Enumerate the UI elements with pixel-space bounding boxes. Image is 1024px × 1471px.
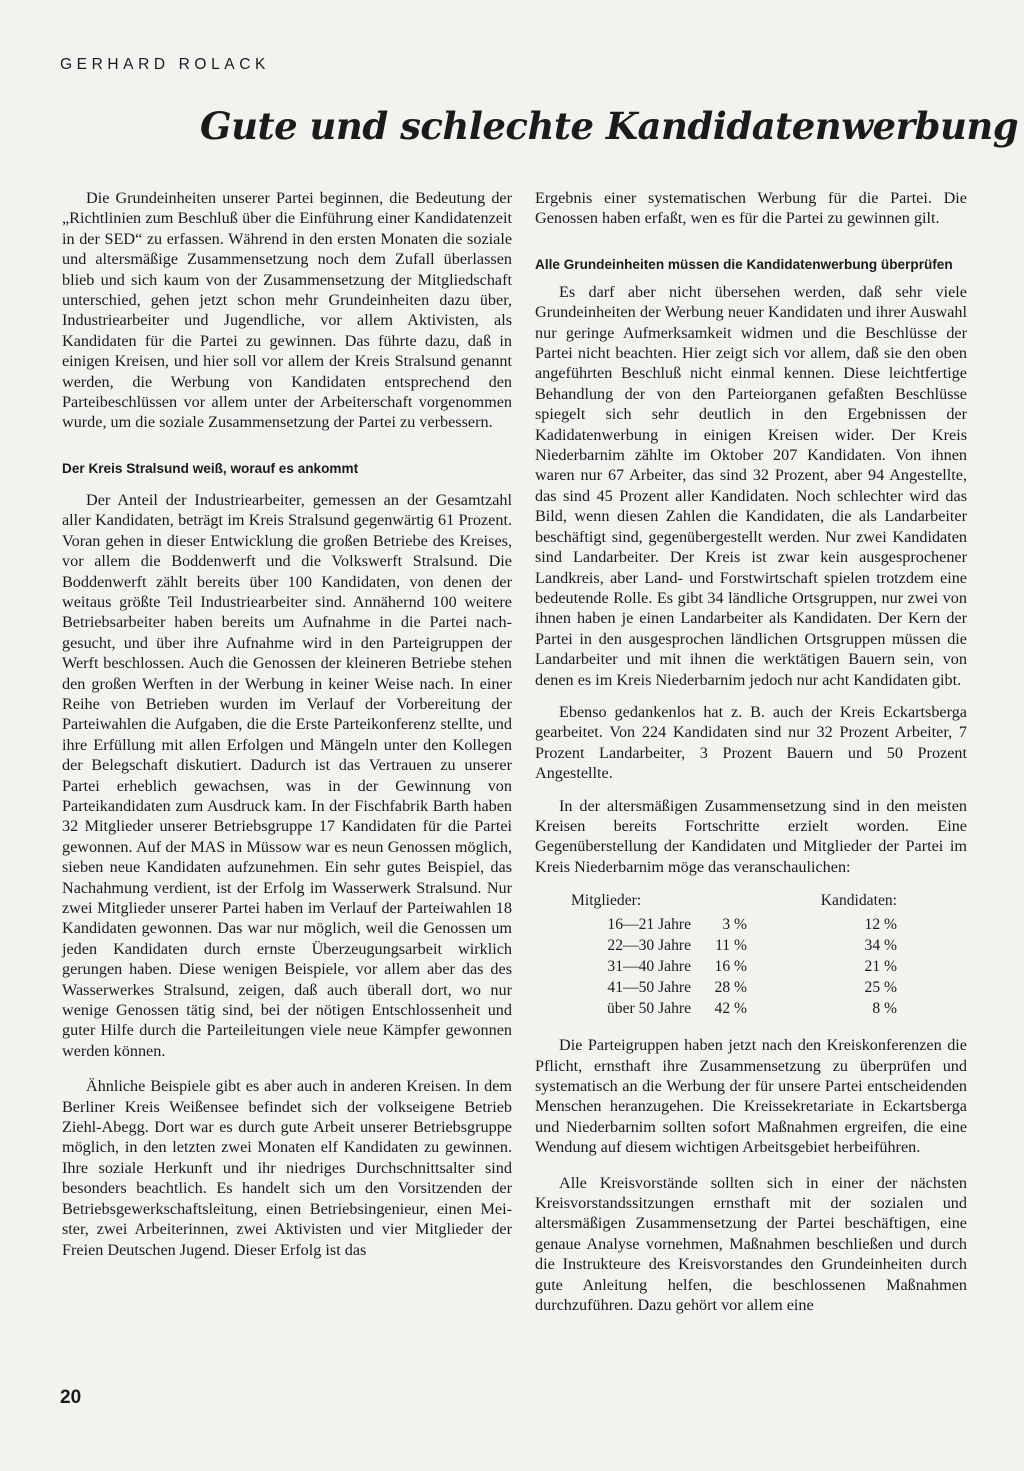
section-heading-stralsund: Der Kreis Stralsund weiß, worauf es ankommt — [62, 460, 359, 476]
age-group: 16—21 Jahre — [607, 916, 691, 934]
left-column — [62, 188, 512, 1260]
body-paragraph: Der Anteil der Industriearbeiter, gemessen an der Gesamtzahl aller Kandidaten, beträgt im Kreis Stralsund gegenwärtig 61 Prozent. Voran gehen in dieser Entwicklung die großen Betriebe des Kreises, vor allem die Boddenwerft und die Volkswerft Stralsund. Die Boddenwerft zählt bereits über 100 Kandidaten, von denen der weitaus größte Teil Industriearbeiter sind. Annähernd 100 weitere Betriebsarbeiter haben bereits um Aufnahme in die Partei nachgesucht, und über ihre Aufnahme wird in den Parteigruppen der Werft beschlossen. Auch die Genossen der kleineren Betriebe stehen den großen Werften in der Werbung in keiner Weise nach. In einer Reihe von Betrieben wurden im Verlauf der Vorbereitung der Parteiwahlen die Aufgaben, die die Erste Parteikonferenz stellte, und ihre Erfüllung mit allen Erfolgen und Mängeln unter den Kollegen der Belegschaft diskutiert. Dadurch ist das Vertrauen zu unserer Partei erheblich gewachsen, was in der Gewinnung von Parteikandidaten zum Ausdruck kam. In der Fischfabrik Barth haben 32 Mitglieder unserer Betriebsgruppe 17 Kandidaten für die Partei gewonnen. Auf der MAS in Müssow war es neun Genossen möglich, sieben neue Kandidaten aufzunehmen. Ein sehr gutes Beispiel, das Nachahmung verdient, ist der Erfolg im Wasserwerk Stralsund. Nur zwei Mitglieder unserer Partei haben im Verlauf der Parteiwahlen 18 Kandidaten gewonnen. Das war nur möglich, weil die Genossen um jeden Kandidaten durch ernste Überzeugungsarbeit wirklich gerungen haben. Diese wenigen Beispiele, vor allem aber das des Wasserwerkes Stralsund, zeigen, daß auch überall dort, wo nur wenige Genossen tätig sind, bei der nötigen Entschlossenheit und guter Hilfe durch die Parteileitungen viele neue Kämpfer gewonnen werden können. — [62, 490, 512, 1060]
members-share: 3 % — [722, 916, 747, 934]
body-paragraph: Die Parteigruppen haben jetzt nach den Kreiskonferenzen die Pflicht, ernsthaft ihre Zusammensetzung zu überprüfen und systematisch an die Werbung der für unsere Partei entscheidenden Menschen heranzugehen. Die Kreissekretariate in Eckartsberga und Niederbarnim sollten sofort Maßnahmen ergreifen, die eine Wendung auf diesem wichtigen Arbeitsgebiet herbeiführen. — [535, 1036, 967, 1157]
table-header-row — [571, 891, 897, 915]
body-paragraph: Ähnliche Beispiele gibt es aber auch in anderen Kreisen. In dem Berliner Kreis Weißensee befindet sich der volkseigene Betrieb Ziehl-Abegg. Dort war es durch gute Arbeit unserer Betriebsgruppe möglich, in den letzten zwei Monaten elf Kandidaten zu gewinnen. Ihre soziale Herkunft und ihr niedriges Durchschnittsalter sind besonders beachtlich. Es handelt sich um den Vorsitzenden der Betriebsgewerkschaftsleitung, einen Betriebsingenieur, einen Meister, zwei Arbeiterinnen, zwei Aktivisten und vier Mitglieder der Freien Deutschen Jugend. Dieser Erfolg ist das — [62, 1077, 512, 1259]
section-heading-grundeinheiten: Alle Grundeinheiten müssen die Kandidatenwerbung überprüfen — [535, 256, 953, 272]
table-row — [571, 978, 897, 999]
body-paragraph: Ergebnis einer systematischen Werbung für die Partei. Die Genossen haben erfaßt, wen es für die Partei zu gewinnen gilt. — [535, 189, 967, 228]
author-name: GERHARD ROLACK — [60, 56, 270, 73]
table-row — [571, 915, 897, 936]
members-share: 16 % — [714, 958, 747, 976]
table-row — [571, 957, 897, 978]
body-paragraph: Ebenso gedankenlos hat z. B. auch der Kreis Eckartsberga gearbeitet. Von 224 Kandidaten sind nur 32 Prozent Arbeiter, 7 Prozent Landarbeiter, 3 Prozent Bauern und 50 Prozent Angestellte. — [535, 702, 967, 783]
members-share: 28 % — [714, 979, 747, 997]
candidates-share: 12 % — [864, 916, 897, 934]
members-share: 42 % — [714, 1000, 747, 1018]
candidates-share: 25 % — [864, 979, 897, 997]
table-header-candidates: Kandidaten: — [820, 892, 897, 910]
body-paragraph: In der altersmäßigen Zusammensetzung sind in den meisten Kreisen bereits Fortschritte erzielt worden. Eine Gegenüberstellung der Kandidaten und Mitglieder der Partei im Kreis Niederbarnim möge das veranschaulichen: — [535, 796, 967, 876]
members-share: 11 % — [715, 937, 747, 955]
intro-paragraph: Die Grundeinheiten unserer Partei beginnen, die Bedeutung der „Richtlinien zum Beschluß über die Einführung einer Kandidatenzeit in der SED“ zu erfassen. Während in den ersten Monaten die soziale und altersmäßige Zusammensetzung noch dem Zufall überlassen blieb und sich kaum von der Zusammensetzung der Mitgliedschaft unterschied, gehen jetzt schon mehr Grundeinheiten dazu über, Industriearbeiter und Jugendliche, vor allem Aktivisten, als Kandidaten für die Partei zu gewinnen. Das führte dazu, daß in einigen Kreisen, und hier soll vor allem der Kreis Stralsund genannt werden, die Werbung von Kandidaten entsprechend den Parteibeschlüssen vor allem unter der Arbeiterschaft vorgenommen wurde, um die soziale Zusammensetzung der Partei zu verbessern. — [62, 189, 512, 432]
body-paragraph: Alle Kreisvorstände sollten sich in einer der nächsten Kreisvorstandssitzungen ernsthaft mit der sozialen und altersmäßigen Zusammensetzung der Partei beschäftigen, eine genaue Analyse vornehmen, Maßnahmen beschließen und durch die Instrukteure des Kreisvorstandes den Grundeinheiten durch gute Anleitung helfen, die beschlossenen Maßnahmen durchzuführen. Dazu gehört vor allem eine — [535, 1173, 967, 1315]
page-number: 20 — [60, 1387, 82, 1408]
age-group: 31—40 Jahre — [607, 958, 691, 976]
table-header-members: Mitglieder: — [571, 892, 642, 910]
table-row — [571, 999, 897, 1020]
age-group: 41—50 Jahre — [607, 979, 691, 997]
age-comparison-table — [571, 891, 897, 1020]
candidates-share: 21 % — [864, 958, 897, 976]
age-group: über 50 Jahre — [607, 1000, 691, 1018]
candidates-share: 8 % — [872, 1000, 897, 1018]
body-paragraph: Es darf aber nicht übersehen werden, daß sehr viele Grundeinheiten der Werbung neuer Kandidaten und ihrer Auswahl nur geringe Aufmerksamkeit widmen und die Beschlüsse der Partei nicht beachten. Hier zeigt sich vor allem, daß sie den oben angeführten Beschluß nicht einmal kennen. Diese leichtfertige Behandlung der von den Parteiorganen gefaßten Beschlüsse spiegelt sich sehr deutlich in den Ergebnissen der Kadidatenwerbung in einigen Kreisen wider. Der Kreis Niederbarnim zählte im Oktober 207 Kandidaten. Von ihnen waren nur 67 Arbeiter, das sind 32 Prozent, aber 94 Angestellte, das sind 45 Prozent aller Kandidaten. Noch schlechter wird das Bild, wenn diesen Zahlen die Kandidaten, die als Landarbeiter beschäftigt sind, gegenübergestellt werden. Nur zwei Kandidaten sind Landarbeiter. Der Kreis ist zwar kein ausgesprochener Landkreis, aber Land- und Forstwirtschaft spielen trotzdem eine bedeutende Rolle. Es gibt 34 ländliche Ortsgruppen, nur zwei von ihnen haben je einen Landarbeiter als Kandidaten. Der Kern der Partei in den ausgesprochen ländlichen Ortsgruppen müssen die Landarbeiter und mit ihnen die werktätigen Bauern sein, von denen es im Kreis Niederbarnim jedoch nur acht Kandidaten gibt. — [535, 282, 967, 689]
age-group: 22—30 Jahre — [607, 937, 691, 955]
table-row — [571, 936, 897, 957]
candidates-share: 34 % — [864, 937, 897, 955]
article-title: Gute und schlechte Kandidatenwerbung — [200, 104, 1019, 148]
right-column — [535, 188, 967, 1315]
